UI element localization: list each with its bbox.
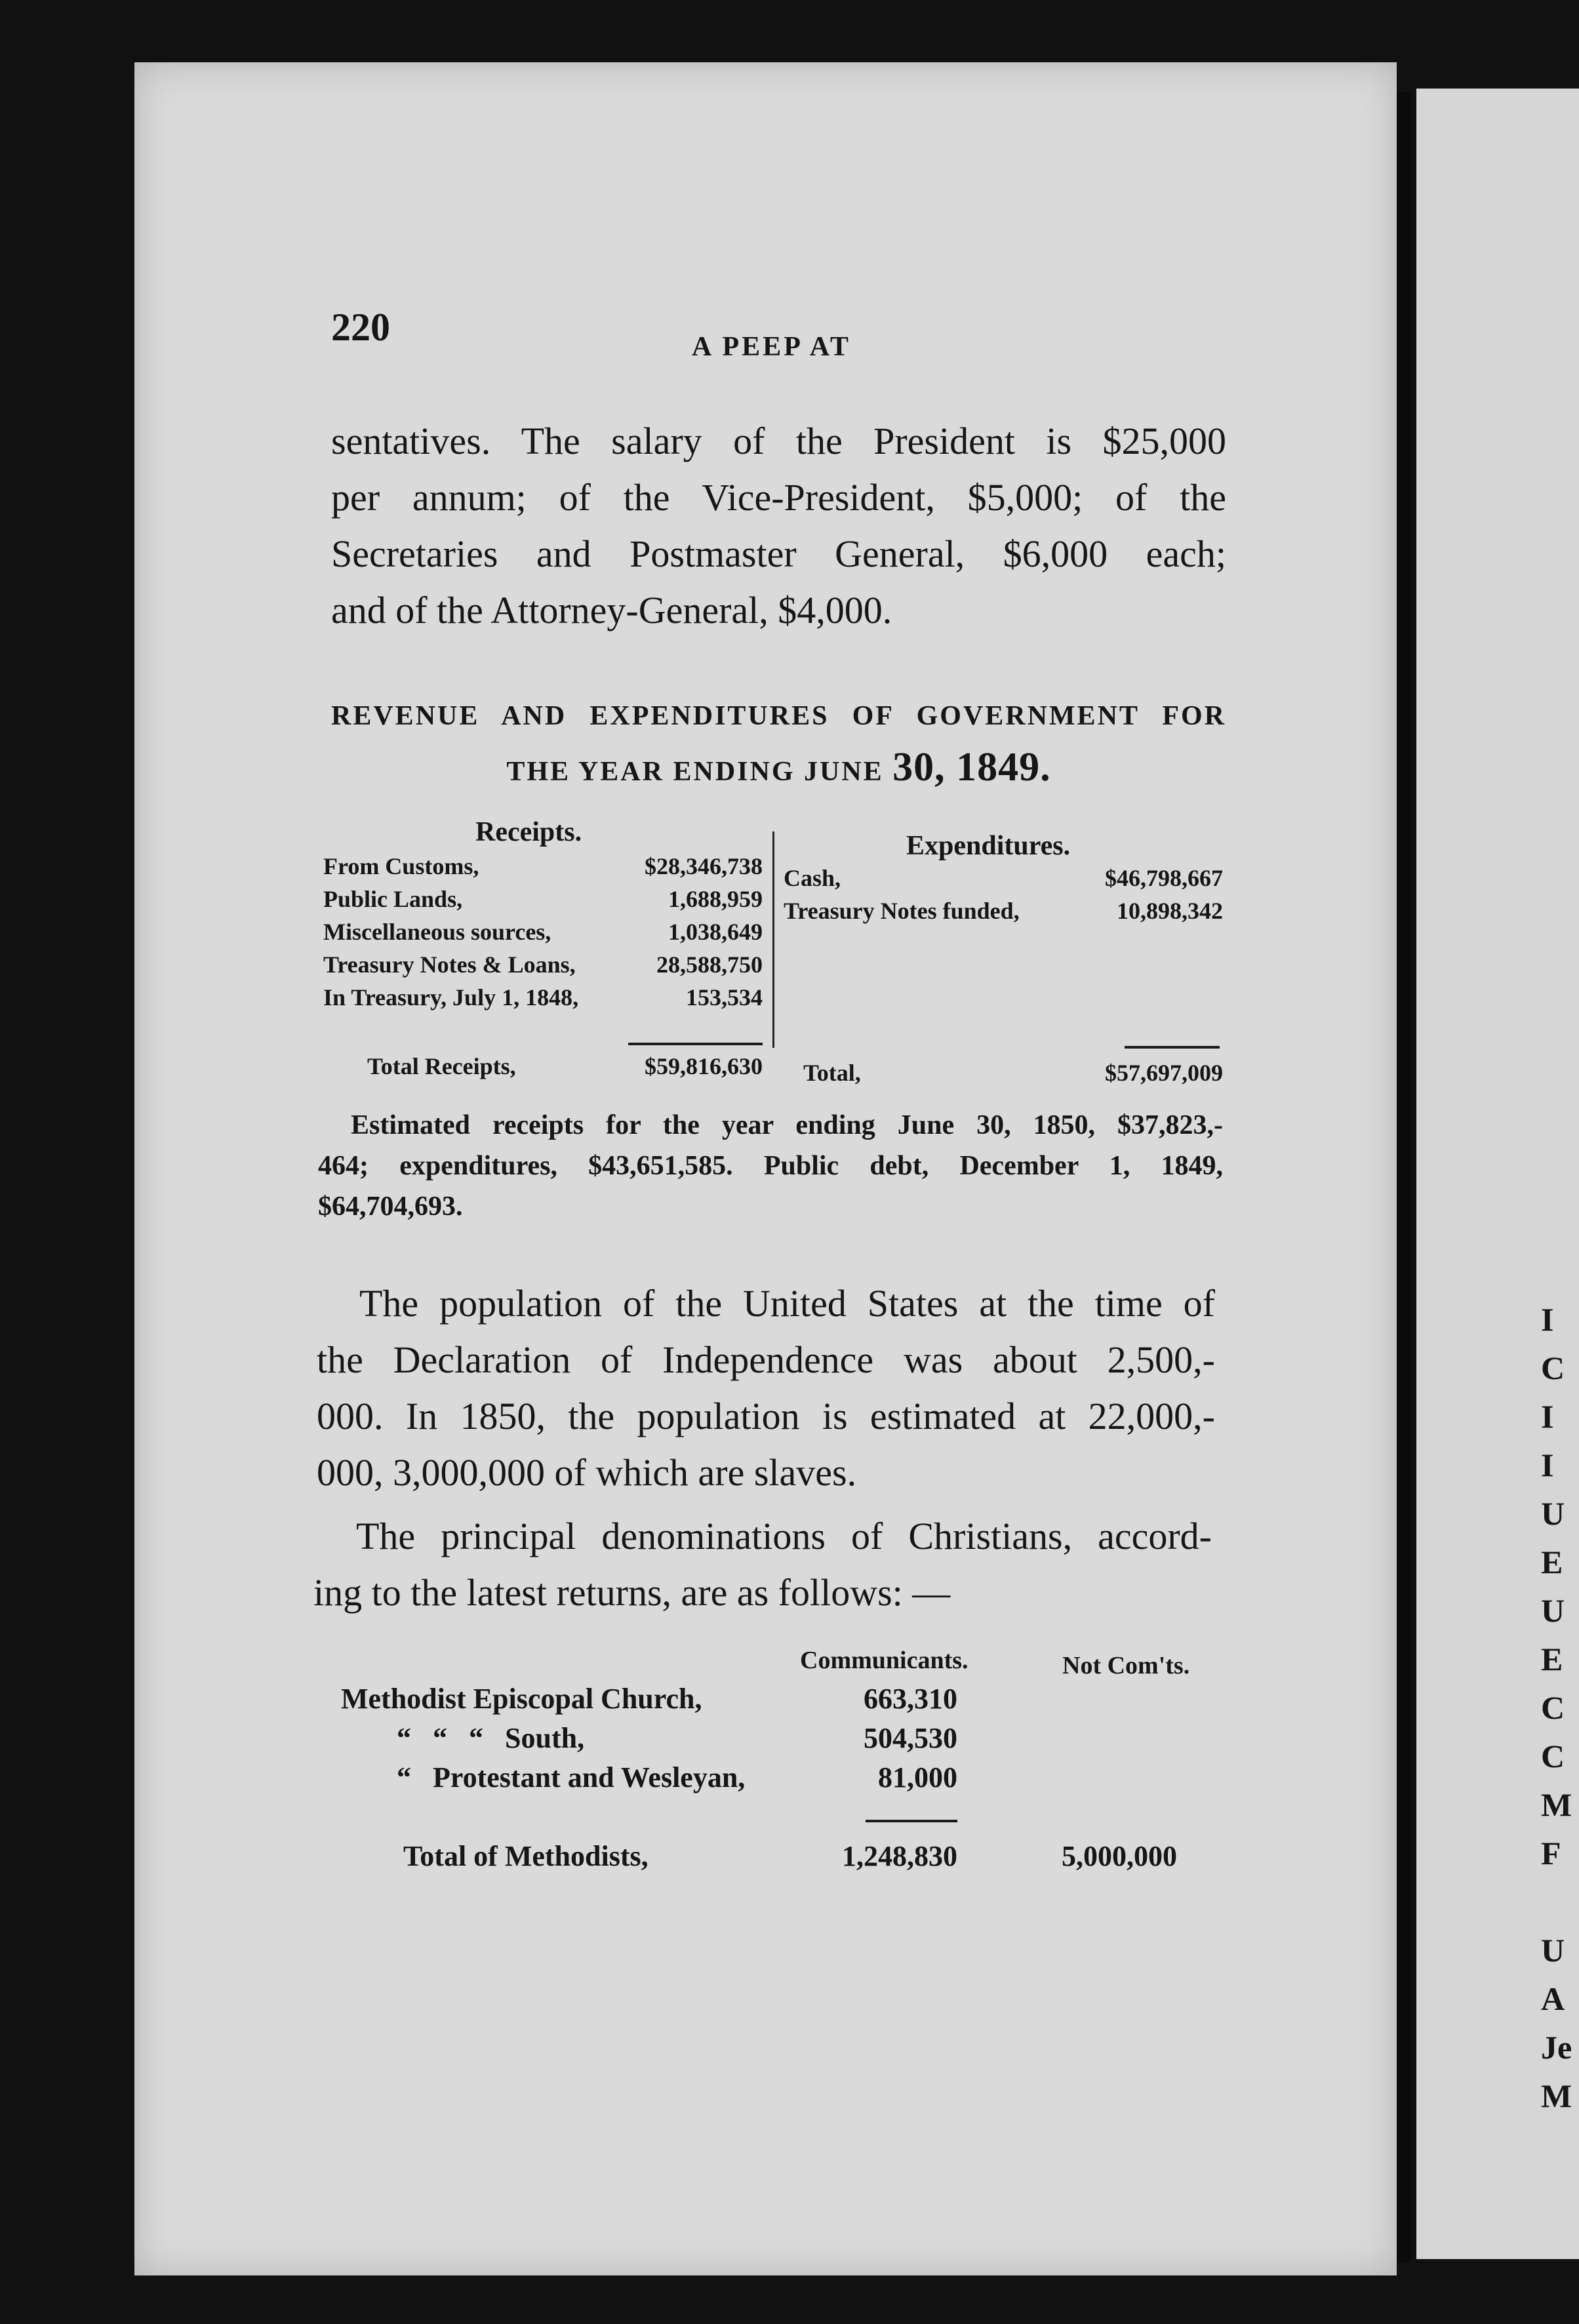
page-number: 220 [331,306,390,349]
facing-page-letter: C [1541,1738,1565,1774]
receipts-heading: Receipts. [475,817,582,847]
text-line: and of the Attorney-General, $4,000. [331,589,892,631]
receipts-row-label: In Treasury, July 1, 1848, [323,984,579,1011]
receipts-row-label: From Customs, [323,853,479,879]
denomination-row [341,1721,1220,1761]
facing-page-letter: E [1541,1641,1563,1677]
receipts-row [323,918,763,951]
receipts-row [323,984,763,1016]
receipts-total-rule [628,1043,763,1045]
expenditures-row-value: $46,798,667 [1105,865,1223,891]
receipts-row-label: Public Lands, [323,886,463,912]
denomination-label: “ “ “ South, [397,1722,585,1754]
denomination-row [341,1761,1220,1800]
receipts-row-label: Miscellaneous sources, [323,919,551,945]
facing-page-letter: C [1541,1350,1565,1386]
expenditures-heading: Expenditures. [906,831,1071,861]
receipts-row [323,852,763,885]
column-header-not-communicants: Not Com'ts. [1062,1652,1190,1679]
facing-page-letter [1541,1877,1572,1926]
denominations-total-label: Total of Methodists, [403,1840,649,1872]
expenditures-total-row [803,1059,1223,1092]
denomination-communicants: 504,530 [864,1722,957,1754]
denomination-label: “ Protestant and Wesleyan, [397,1761,746,1793]
text-line: per annum; of the Vice-President, $5,000; of the [331,476,1226,519]
denomination-row [341,1682,1220,1721]
text-line: sentatives. The salary of the President is $25,000 [331,420,1226,462]
receipts-total-value: $59,816,630 [645,1053,763,1079]
section-heading-prefix: THE YEAR ENDING JUNE [506,757,884,787]
denominations-total-row [341,1839,1220,1879]
receipts-row-value: 1,038,649 [668,919,763,945]
facing-page-letter: I [1541,1301,1554,1338]
facing-page-letter: E [1541,1544,1563,1580]
text-line: Secretaries and Postmaster General, $6,000 each; [331,532,1226,575]
expenditures-total-value: $57,697,009 [1105,1060,1223,1086]
text-line: Estimated receipts for the year ending June 30, 1850, $37,823,- [351,1110,1223,1140]
facing-page-letter: U [1541,1592,1565,1629]
receipts-row-value: 1,688,959 [668,886,763,912]
facing-page-letter: U [1541,1495,1565,1532]
expenditures-row-label: Treasury Notes funded, [784,898,1020,924]
expenditures-row [784,864,1223,897]
facing-page-letters [1541,1295,1572,2120]
denomination-label: Methodist Episcopal Church, [341,1683,702,1715]
section-heading-line1: REVENUE AND EXPENDITURES OF GOVERNMENT FOR [331,701,1226,731]
intro-paragraph [331,413,1226,639]
text-line: 000. In 1850, the population is estimated at 22,000,- [317,1395,1215,1437]
receipts-row-value: $28,346,738 [645,853,763,879]
facing-page-letter: I [1541,1398,1554,1435]
facing-page-edge [1416,89,1579,2259]
facing-page-letter: C [1541,1689,1565,1726]
receipts-total-label: Total Receipts, [367,1053,516,1079]
receipts-row-label: Treasury Notes & Loans, [323,952,576,978]
text-line: 000, 3,000,000 of which are slaves. [317,1451,857,1494]
text-line: ing to the latest returns, are as follows: — [313,1571,951,1614]
column-header-communicants: Communicants. [800,1647,969,1674]
text-line: The principal denominations of Christians, accord- [356,1515,1212,1557]
facing-page-letter: M [1541,2077,1572,2114]
denominations-total-communicants: 1,248,830 [842,1840,957,1872]
running-title: A PEEP AT [692,332,851,362]
expenditures-row [784,897,1223,930]
denomination-communicants: 81,000 [878,1761,957,1793]
estimate-paragraph [318,1105,1223,1227]
expenditures-total-rule [1125,1046,1220,1049]
population-paragraph [317,1275,1215,1501]
facing-page-letter: M [1541,1786,1572,1823]
receipts-row [323,885,763,918]
receipts-row-value: 28,588,750 [656,952,763,978]
section-heading-line2 [331,744,1226,791]
facing-page-letter: A [1541,1980,1565,2017]
expenditures-total-label: Total, [803,1060,861,1086]
facing-page-letter: F [1541,1835,1561,1872]
facing-page-letter: I [1541,1447,1554,1483]
binding-gutter [1397,92,1411,2262]
table-divider [772,831,774,1048]
text-line: The population of the United States at the time of [359,1282,1215,1325]
receipts-row [323,951,763,984]
denominations-total-rule [866,1820,957,1822]
text-line: 464; expenditures, $43,651,585. Public debt, December 1, 1849, [318,1151,1223,1181]
expenditures-row-label: Cash, [784,865,841,891]
text-line: $64,704,693. [318,1192,463,1222]
section-heading-year: 30, 1849. [892,745,1051,790]
denomination-communicants: 663,310 [864,1683,957,1715]
facing-page-letter: U [1541,1932,1565,1969]
expenditures-row-value: 10,898,342 [1117,898,1223,924]
facing-page-letter: Je [1541,2029,1572,2066]
text-line: the Declaration of Independence was about 2,500,- [317,1338,1215,1381]
receipts-total-row [367,1052,763,1085]
receipts-row-value: 153,534 [686,984,763,1011]
denominations-total-not-communicants: 5,000,000 [1062,1840,1177,1872]
denominations-paragraph [313,1508,1212,1621]
